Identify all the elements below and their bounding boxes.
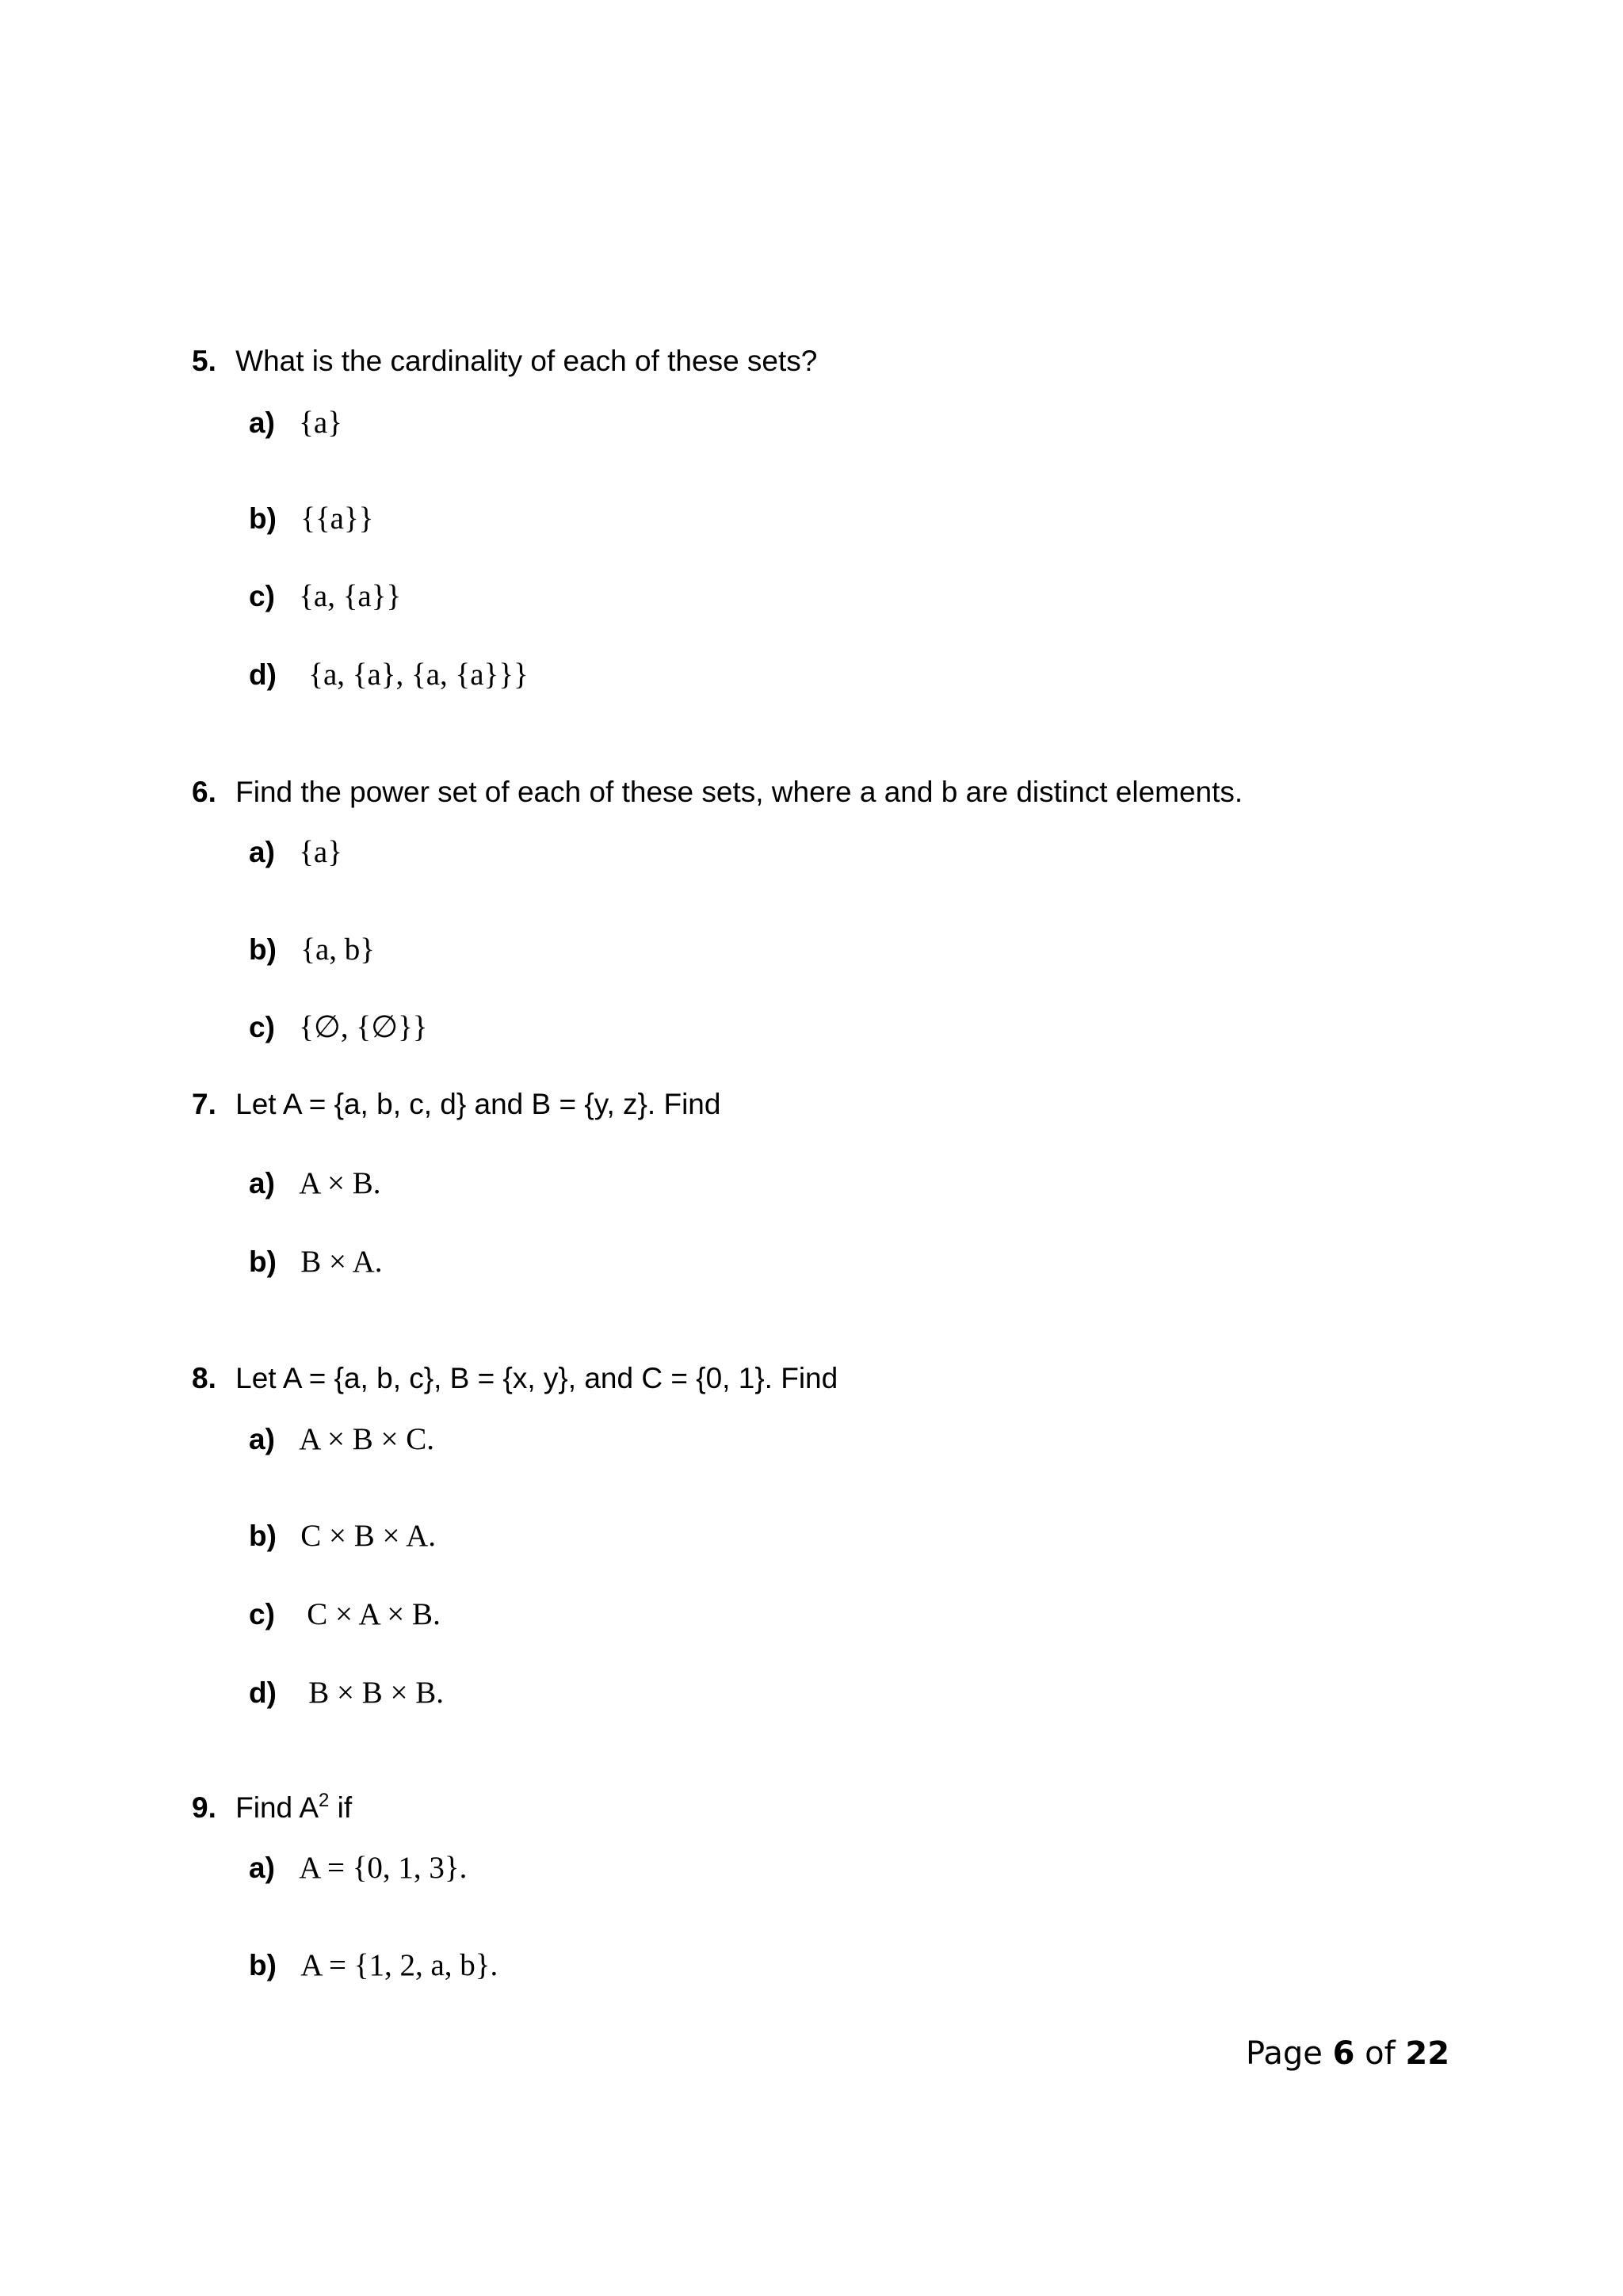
part-expression: C × A × B. bbox=[307, 1597, 441, 1631]
exponent: 2 bbox=[319, 1790, 330, 1811]
footer-total-pages: 22 bbox=[1405, 2035, 1450, 2072]
part-expression: {a, {a}} bbox=[299, 579, 402, 613]
question-number: 7. bbox=[192, 1088, 216, 1120]
part-label: a) bbox=[249, 836, 275, 868]
question-9-part-a bbox=[249, 1851, 467, 1886]
part-expression: {a} bbox=[299, 406, 342, 440]
part-label: a) bbox=[249, 406, 275, 439]
question-7 bbox=[192, 1087, 720, 1122]
part-expression: {a, b} bbox=[300, 933, 375, 967]
question-text bbox=[235, 1791, 352, 1824]
part-expression: B × B × B. bbox=[308, 1676, 444, 1710]
part-expression: A × B. bbox=[299, 1166, 381, 1200]
question-5 bbox=[192, 344, 817, 379]
question-8-part-c bbox=[249, 1597, 441, 1632]
part-expression: {a, {a}, {a, {a}}} bbox=[308, 658, 529, 692]
part-label: a) bbox=[249, 1423, 275, 1455]
part-expression: {{a}} bbox=[300, 502, 374, 536]
question-text: What is the cardinality of each of these sets? bbox=[235, 345, 818, 377]
part-label: b) bbox=[249, 502, 277, 535]
part-expression: {a} bbox=[299, 835, 342, 869]
part-label: b) bbox=[249, 933, 277, 966]
question-number: 5. bbox=[192, 345, 216, 377]
question-5-part-b bbox=[249, 502, 373, 536]
question-text: Let A = {a, b, c, d} and B = {y, z}. Find bbox=[235, 1088, 721, 1120]
question-5-part-a bbox=[249, 406, 342, 441]
question-text: Let A = {a, b, c}, B = {x, y}, and C = {0, 1}. Find bbox=[235, 1362, 838, 1394]
question-9 bbox=[192, 1791, 352, 1825]
part-label: c) bbox=[249, 1598, 275, 1630]
question-7-part-b bbox=[249, 1245, 383, 1280]
page-number-footer bbox=[1246, 2034, 1449, 2073]
part-label: b) bbox=[249, 1949, 277, 1981]
part-expression: A × B × C. bbox=[299, 1422, 434, 1456]
question-number: 6. bbox=[192, 776, 216, 808]
part-expression: A = {0, 1, 3}. bbox=[299, 1851, 468, 1885]
part-label: b) bbox=[249, 1520, 277, 1552]
question-text: Find the power set of each of these sets, where a and b are distinct elements. bbox=[235, 776, 1243, 808]
part-label: d) bbox=[249, 658, 277, 691]
question-number: 8. bbox=[192, 1362, 216, 1394]
part-expression: B × A. bbox=[300, 1245, 383, 1279]
question-number: 9. bbox=[192, 1791, 216, 1824]
footer-middle: of bbox=[1354, 2035, 1406, 2072]
question-5-part-c bbox=[249, 579, 401, 614]
question-text-before: Find A bbox=[235, 1791, 319, 1824]
question-6-part-b bbox=[249, 933, 375, 967]
part-label: d) bbox=[249, 1676, 277, 1709]
footer-prefix: Page bbox=[1246, 2035, 1333, 2072]
question-8-part-a bbox=[249, 1422, 434, 1457]
question-8-part-d bbox=[249, 1676, 444, 1711]
part-label: a) bbox=[249, 1167, 275, 1199]
question-8 bbox=[192, 1361, 838, 1396]
question-5-part-d bbox=[249, 658, 529, 692]
question-6-part-c bbox=[249, 1010, 428, 1045]
part-expression: C × B × A. bbox=[300, 1519, 436, 1553]
question-6-part-a bbox=[249, 835, 342, 870]
part-expression: {∅, {∅}} bbox=[299, 1010, 428, 1044]
part-label: a) bbox=[249, 1852, 275, 1884]
question-6 bbox=[192, 775, 1243, 810]
part-expression: A = {1, 2, a, b}. bbox=[300, 1948, 498, 1982]
part-label: c) bbox=[249, 1011, 275, 1043]
footer-current-page: 6 bbox=[1332, 2035, 1355, 2072]
part-label: c) bbox=[249, 580, 275, 612]
question-text-after: if bbox=[329, 1791, 353, 1824]
question-7-part-a bbox=[249, 1166, 380, 1201]
question-9-part-b bbox=[249, 1948, 498, 1983]
part-label: b) bbox=[249, 1245, 277, 1278]
question-8-part-b bbox=[249, 1519, 436, 1554]
